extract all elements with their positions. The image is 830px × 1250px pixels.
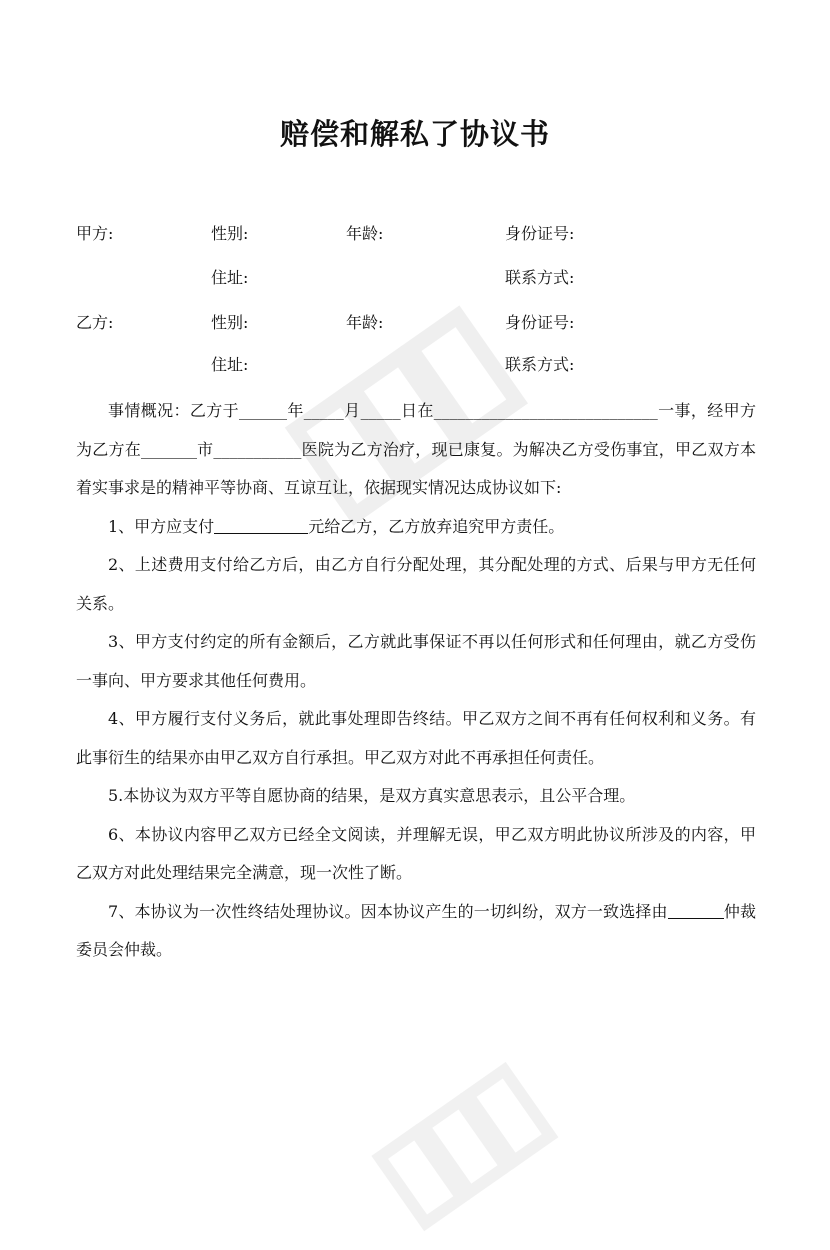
situation-text: 事情概况：乙方于 bbox=[108, 401, 240, 420]
situation-text: 市 bbox=[196, 439, 214, 459]
situation-text: 日在 bbox=[400, 401, 434, 420]
clause-1-text: 元给乙方，乙方放弃追究甲方责任。 bbox=[308, 516, 565, 536]
clause-4: 4、甲方履行支付义务后，就此事处理即告终结。甲乙双方之间不再有任何权利和义务。有此事衍生的结果亦由甲乙双方自行承担。甲乙双方对此不再承担任何责任。 bbox=[76, 709, 756, 767]
agreement-body bbox=[76, 392, 756, 970]
party-b-age-label: 年龄: bbox=[346, 313, 384, 332]
party-a-gender-label: 性别: bbox=[211, 224, 249, 243]
city-blank: _______ bbox=[140, 439, 197, 459]
clause-1 bbox=[76, 508, 756, 547]
party-b-label: 乙方: bbox=[76, 313, 114, 332]
clause-6: 6、本协议内容甲乙双方已经全文阅读，并理解无误，甲乙双方明此协议所涉及的内容，甲乙双方对此处理结果完全满意，现一次性了断。 bbox=[76, 824, 756, 882]
place-blank: ____________________________ bbox=[433, 401, 658, 420]
clause-1-text: 1、甲方应支付 bbox=[108, 516, 215, 536]
situation-paragraph bbox=[76, 392, 756, 508]
year-blank: ______ bbox=[239, 401, 288, 420]
hospital-blank: ___________ bbox=[213, 439, 302, 459]
document-title: 赔偿和解私了协议书 bbox=[279, 117, 550, 151]
clause-5: 5.本协议为双方平等自愿协商的结果，是双方真实意思表示，且公平合理。 bbox=[108, 786, 636, 805]
party-b-contact-label: 联系方式: bbox=[505, 355, 575, 374]
clause-2: 2、上述费用支付给乙方后，由乙方自行分配处理，其分配处理的方式、后果与甲方无任何关系。 bbox=[76, 555, 756, 613]
situation-text: 月 bbox=[343, 401, 361, 420]
situation-text: 医院为乙方治疗，现已康复。为解决乙方受伤事宜，甲乙双方本着实事求是的精神平等协商、互谅互让，依据现实情况达成协议如下: bbox=[76, 439, 756, 497]
party-a-label: 甲方: bbox=[76, 224, 114, 243]
clause-7 bbox=[76, 893, 756, 970]
arbitration-blank bbox=[668, 902, 724, 919]
party-b-id-label: 身份证号: bbox=[505, 313, 575, 332]
day-blank: _____ bbox=[360, 401, 401, 420]
month-blank: _____ bbox=[303, 401, 344, 420]
clause-7-text: 7、本协议为一次性终结处理协议。因本协议产生的一切纠纷，双方一致选择由 bbox=[108, 901, 668, 921]
party-b-gender-label: 性别: bbox=[211, 313, 249, 332]
situation-text: 年 bbox=[287, 401, 304, 420]
clause-3: 3、甲方支付约定的所有金额后，乙方就此事保证不再以任何形式和任何理由，就乙方受伤一事向、甲方要求其他任何费用。 bbox=[76, 632, 756, 690]
amount-blank bbox=[214, 517, 308, 534]
situation-text: 一事，经甲方为乙方在 bbox=[76, 401, 756, 459]
party-a-age-label: 年龄: bbox=[346, 224, 384, 243]
watermark-logo-icon bbox=[360, 1050, 560, 1250]
party-b-address-label: 住址: bbox=[211, 355, 249, 374]
clause-7-text: 仲裁委员会仲裁。 bbox=[76, 901, 756, 959]
party-a-contact-label: 联系方式: bbox=[505, 268, 575, 287]
party-a-address-label: 住址: bbox=[211, 268, 249, 287]
party-a-id-label: 身份证号: bbox=[505, 224, 575, 243]
